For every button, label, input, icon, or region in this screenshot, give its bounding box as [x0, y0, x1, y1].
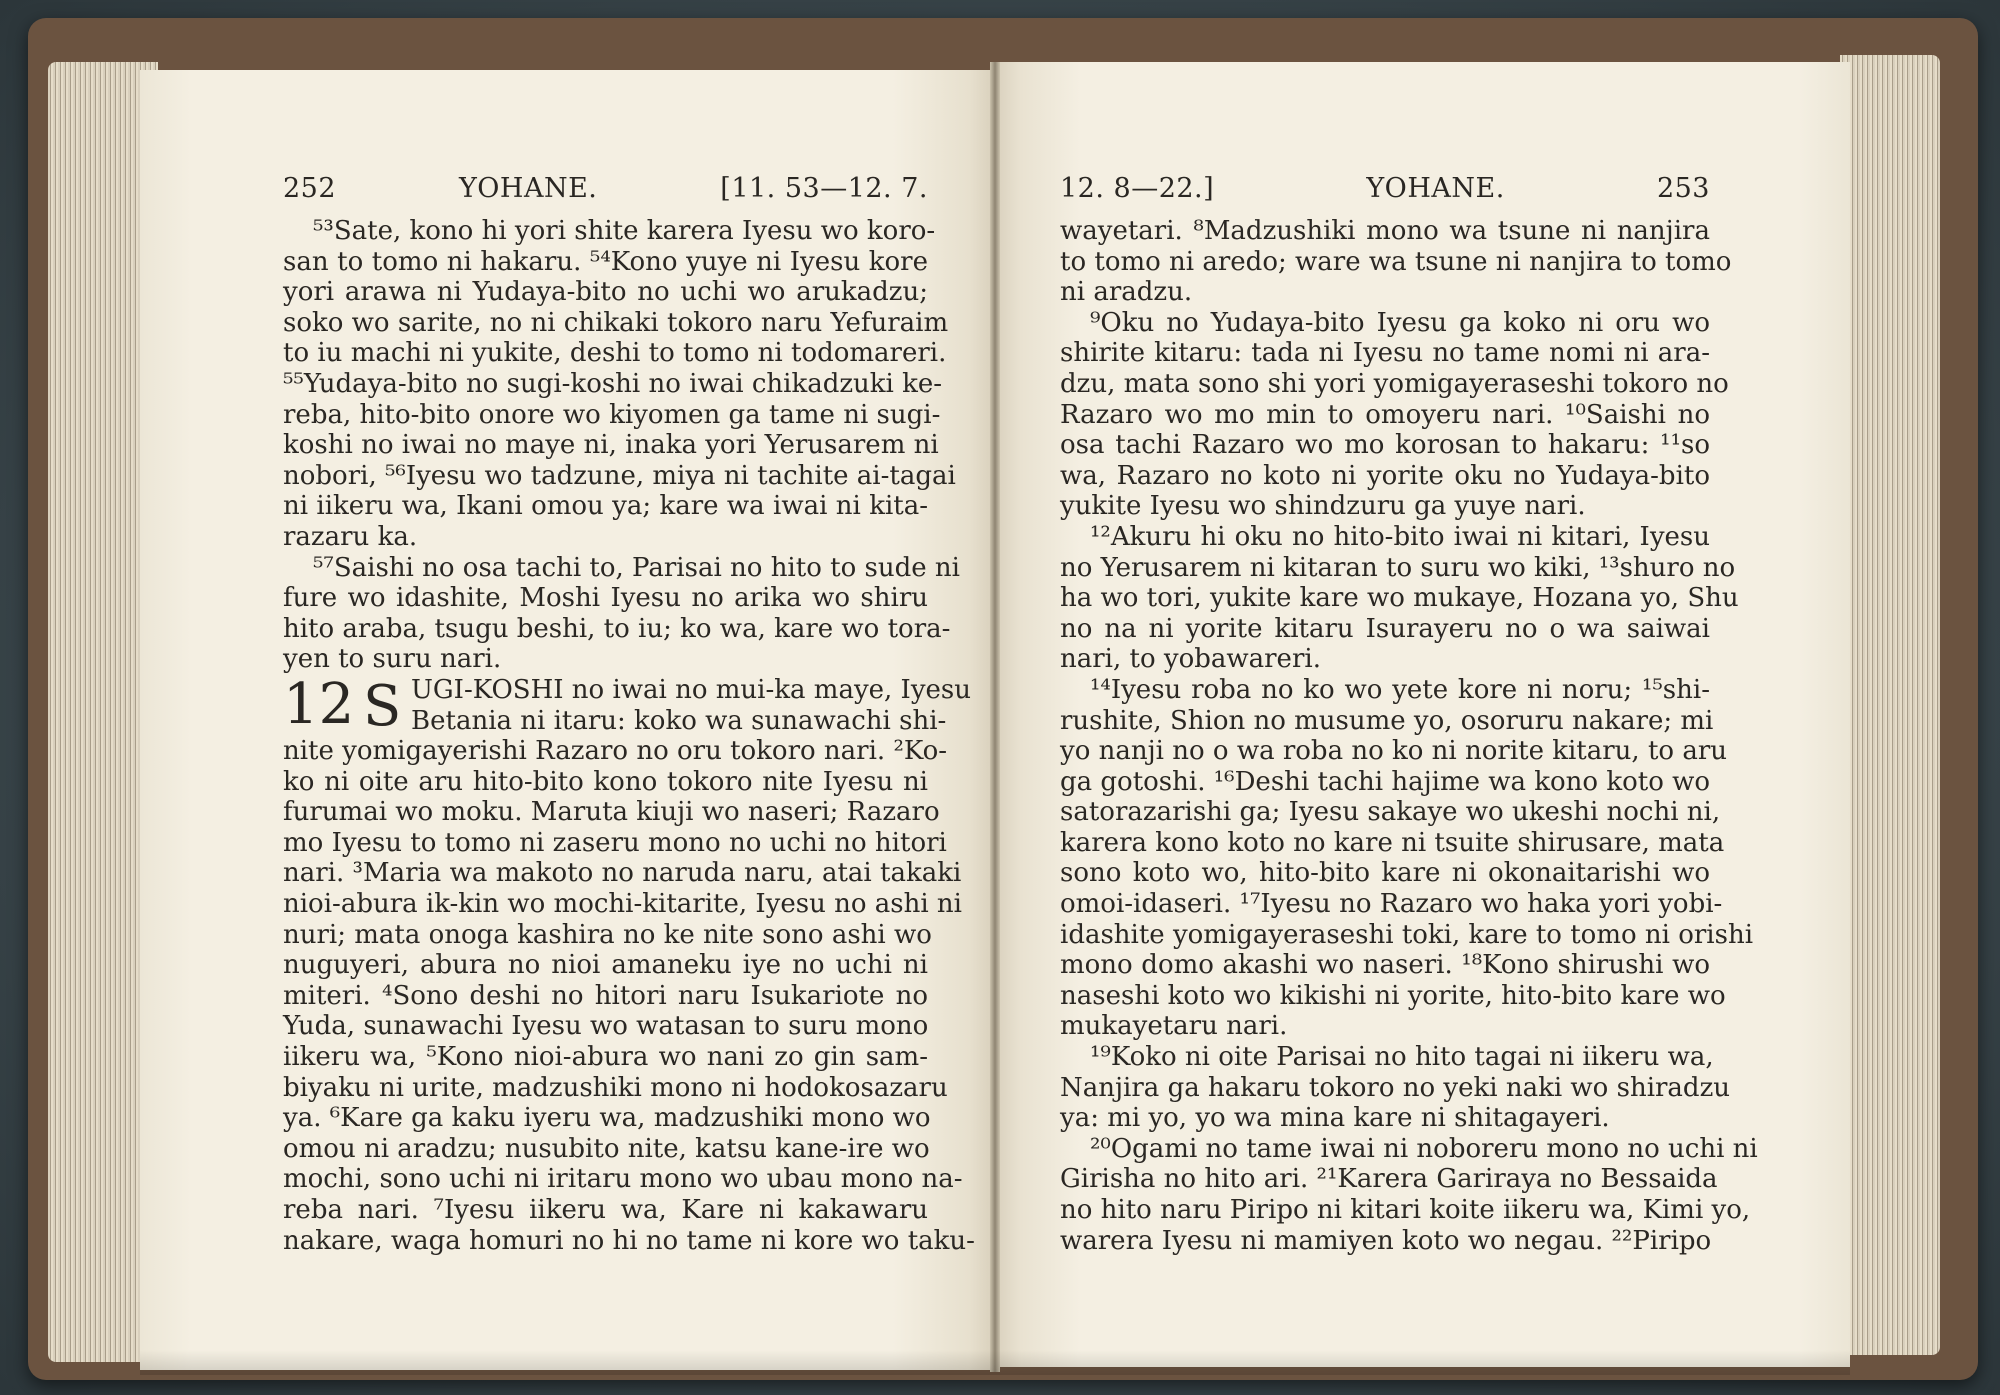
text-line: wayetari. ⁸Madzushiki mono wa tsune ni nanjira: [1060, 216, 1710, 246]
text-line: osa tachi Razaro wo mo korosan to hakaru: ¹¹so: [1060, 430, 1710, 461]
text-line: mo Iyesu to tomo ni zaseru mono no uchi no hitori: [283, 827, 947, 858]
text-line: mono domo akashi wo naseri. ¹⁸Kono shirushi wo: [1060, 950, 1710, 981]
text-line: biyaku ni urite, madzushiki mono ni hodokosazaru: [283, 1072, 948, 1103]
text-line: san to tomo ni hakaru. ⁵⁴Kono yuye ni Iyesu kore: [283, 246, 928, 277]
text-line: ko ni oite aru hito-bito kono tokoro nite Iyesu ni: [283, 766, 928, 797]
page-number: 252: [283, 173, 337, 204]
text-line: ¹⁴Iyesu roba no ko wo yete kore ni noru; ¹⁵shi-: [1090, 674, 1710, 705]
verse-range: [11. 53—12. 7.: [720, 173, 928, 204]
drop-cap-letter: S: [363, 673, 402, 739]
text-line: dzu, mata sono shi yori yomigayeraseshi tokoro no: [1060, 368, 1729, 399]
text-line: omou ni aradzu; nusubito nite, katsu kane-ire wo: [283, 1133, 930, 1164]
verse-range: 12. 8—22.]: [1060, 173, 1215, 204]
book-gutter: [990, 62, 1000, 1372]
right-text-body: [1060, 216, 1758, 1256]
text-line: nari, to yobawareri.: [1060, 644, 1321, 675]
page-edges-right: [1840, 55, 1940, 1355]
running-title: YOHANE.: [1366, 173, 1505, 204]
text-line: reba, hito-bito onore wo kiyomen ga tame ni sugi-: [283, 399, 941, 430]
chapter-first-line: UGI-KOSHI no iwai no mui-ka maye, Iyesu: [411, 674, 971, 705]
text-line: yen to suru nari.: [283, 644, 502, 675]
text-line: mochi, sono uchi ni iritaru mono wo ubau mono na-: [283, 1164, 963, 1195]
text-line: ga gotoshi. ¹⁶Deshi tachi hajime wa kono koto wo: [1060, 766, 1711, 797]
text-line: nuguyeri, abura no nioi amaneku iye no uchi ni: [283, 950, 928, 981]
text-line: Razaro wo mo min to omoyeru nari. ¹⁰Saishi no: [1060, 399, 1710, 430]
text-line: yo nanji no o wa roba no ko ni norite kitaru, to aru: [1060, 736, 1727, 767]
text-line: nari. ³Maria wa makoto no naruda naru, atai takaki: [283, 858, 962, 889]
left-text-after-chapter: [283, 736, 975, 1256]
text-line: shirite kitaru: tada ni Iyesu no tame nomi ni ara-: [1060, 338, 1710, 369]
text-line: fure wo idashite, Moshi Iyesu no arika wo shiru: [283, 583, 928, 614]
right-page-text: [1060, 173, 1758, 1256]
text-line: no Yerusarem ni kitaran to suru wo kiki, ¹³shuro no: [1060, 552, 1736, 583]
chapter-number: 12: [283, 671, 355, 737]
text-line: mukayetaru nari.: [1060, 1011, 1288, 1042]
text-line: nobori, ⁵⁶Iyesu wo tadzune, miya ni tachite ai-tagai: [283, 460, 956, 491]
text-line: nakare, waga homuri no hi no tame ni kore wo taku-: [283, 1225, 975, 1256]
text-line: soko wo sarite, no ni chikaki tokoro naru Yefuraim: [283, 307, 949, 338]
text-line: razaru ka.: [283, 521, 418, 552]
text-line: wa, Razaro no koto ni yorite oku no Yudaya-bito: [1060, 460, 1710, 491]
text-line: nite yomigayerishi Razaro no oru tokoro nari. ²Ko-: [283, 736, 948, 767]
text-line: karera kono koto no kare ni tsuite shirusare, mata: [1060, 827, 1725, 858]
left-page-text: [283, 173, 975, 1256]
text-line: no na ni yorite kitaru Isurayeru no o wa saiwai: [1060, 613, 1710, 644]
text-line: rushite, Shion no musume yo, osoruru nakare; mi: [1060, 705, 1714, 736]
text-line: ⁵⁵Yudaya-bito no sugi-koshi no iwai chikadzuki ke-: [283, 368, 943, 399]
chapter-opening: [283, 671, 971, 739]
text-line: sono koto wo, hito-bito kare ni okonaitarishi wo: [1060, 858, 1710, 889]
text-line: ya: mi yo, yo wa mina kare ni shitagayeri.: [1060, 1103, 1610, 1134]
text-line: ni iikeru wa, Ikani omou ya; kare wa iwai ni kita-: [283, 491, 928, 522]
left-text-before-chapter: [283, 216, 960, 675]
text-line: no hito naru Piripo ni kitari koite iikeru wa, Kimi yo,: [1060, 1195, 1751, 1225]
left-page-header: [283, 174, 928, 216]
text-line: warera Iyesu ni mamiyen koto wo negau. ²²Piripo: [1060, 1225, 1712, 1256]
text-line: yukite Iyesu wo shindzuru ga yuye nari.: [1060, 491, 1586, 522]
text-line: furumai wo moku. Maruta kiuji wo naseri; Razaro: [283, 797, 940, 828]
text-line: reba nari. ⁷Iyesu iikeru wa, Kare ni kakawaru: [283, 1195, 928, 1225]
text-line: ha wo tori, yukite kare wo mukaye, Hozana yo, Shu: [1060, 583, 1739, 614]
page-bottom-shadow: [140, 1350, 1850, 1375]
text-line: ⁵³Sate, kono hi yori shite karera Iyesu wo koro-: [313, 216, 936, 246]
text-line: to iu machi ni yukite, deshi to tomo ni todomareri.: [283, 338, 947, 369]
text-line: Nanjira ga hakaru tokoro no yeki naki wo shiradzu: [1060, 1072, 1731, 1103]
text-line: naseshi koto wo kikishi ni yorite, hito-bito kare wo: [1060, 980, 1726, 1011]
text-line: ²⁰Ogami no tame iwai ni noboreru mono no uchi ni: [1090, 1133, 1758, 1164]
chapter-second-line: Betania ni itaru: koko wa sunawachi shi-: [411, 705, 947, 736]
text-line: ⁹Oku no Yudaya-bito Iyesu ga koko ni oru wo: [1090, 307, 1710, 338]
text-line: Yuda, sunawachi Iyesu wo watasan to suru mono: [283, 1011, 929, 1042]
text-line: koshi no iwai no maye ni, inaka yori Yerusarem ni: [283, 430, 939, 461]
text-line: to tomo ni aredo; ware wa tsune ni nanjira to tomo: [1060, 246, 1732, 277]
text-line: nuri; mata onoga kashira no ke nite sono ashi wo: [283, 919, 932, 950]
page-number: 253: [1656, 173, 1710, 204]
running-title: YOHANE.: [458, 173, 598, 204]
text-line: ⁵⁷Saishi no osa tachi to, Parisai no hito to sude ni: [313, 552, 960, 583]
text-line: Girisha no hito ari. ²¹Karera Gariraya no Bessaida: [1060, 1164, 1718, 1195]
text-line: miteri. ⁴Sono deshi no hitori naru Isukariote no: [283, 980, 928, 1011]
text-line: omoi-idaseri. ¹⁷Iyesu no Razaro wo haka yori yobi-: [1060, 889, 1723, 920]
text-line: yori arawa ni Yudaya-bito no uchi wo arukadzu;: [283, 277, 928, 308]
right-page-header: [1060, 174, 1710, 216]
text-line: ¹⁹Koko ni oite Parisai no hito tagai ni iikeru wa,: [1090, 1042, 1714, 1073]
text-line: hito araba, tsugu beshi, to iu; ko wa, kare wo tora-: [283, 613, 951, 644]
text-line: iikeru wa, ⁵Kono nioi-abura wo nani zo gin sam-: [283, 1042, 928, 1073]
text-line: ¹²Akuru hi oku no hito-bito iwai ni kitari, Iyesu: [1090, 521, 1710, 552]
text-line: ya. ⁶Kare ga kaku iyeru wa, madzushiki mono wo: [283, 1103, 931, 1134]
text-line: satorazarishi ga; Iyesu sakaye wo ukeshi nochi ni,: [1060, 797, 1721, 828]
text-line: idashite yomigayeraseshi toki, kare to tomo ni orishi: [1060, 919, 1754, 950]
text-line: ni aradzu.: [1060, 277, 1193, 308]
text-line: nioi-abura ik-kin wo mochi-kitarite, Iyesu no ashi ni: [283, 889, 962, 920]
